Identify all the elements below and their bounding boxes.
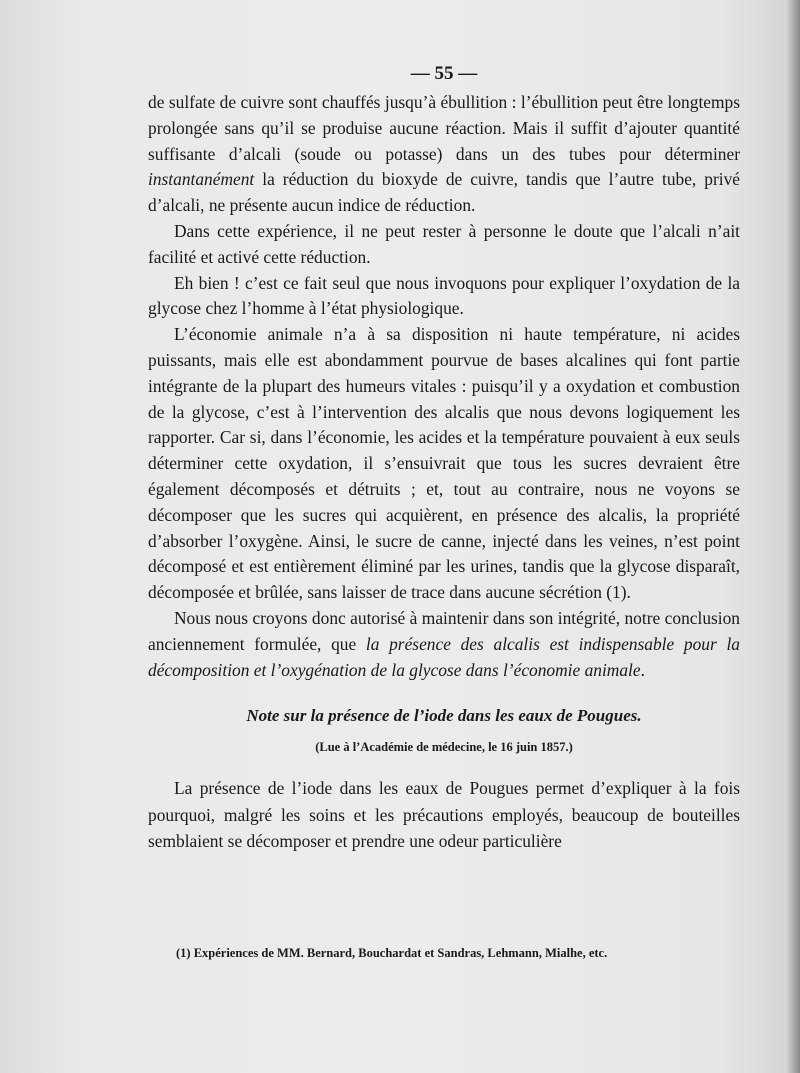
closing-paragraph: La présence de l’iode dans les eaux de Pougues permet d’expliquer à la fois pourquoi, malgré les soins et les précautions employés, beaucoup de bouteilles semblaient se décomposer et prendre une odeur particulière: [148, 778, 740, 852]
paragraph-4: L’économie animale n’a à sa disposition ni haute température, ni acides puissants, mais elle est abondamment pourvue de bases alcalines qui font partie intégrante de la plupart des humeurs vitales : puisqu’il y a oxydation et combustion de la glycose, c’est à l’intervention des alcalis que nous devons logiquement les rapporter. Car si, dans l’économie, les acides et la température pouvaient à eux seuls déterminer cette oxydation, il s’ensuivrait que tous les sucres devraient être également décomposés et détruits ; et, tout au contraire, nous ne voyons se décomposer que les sucres qui acquièrent, en présence des alcalis, la propriété d’absorber l’oxygène. Ainsi, le sucre de canne, injecté dans les veines, n’est point décomposé et est entièrement éliminé par les urines, tandis que la glycose disparaît, décomposée et brûlée, sans laisser de trace dans aucune sécrétion (1).: [148, 324, 740, 603]
paragraph-1-text-after: la réduction du bioxyde de cuivre, tandis que l’autre tube, privé d’alcali, ne présente aucun indice de réduction.: [148, 169, 740, 216]
section-title: Note sur la présence de l’iode dans les eaux de Pougues.: [246, 706, 642, 726]
section-subtitle: (Lue à l’Académie de médecine, le 16 juin 1857.): [315, 740, 573, 755]
paragraph-3: Eh bien ! c’est ce fait seul que nous invoquons pour expliquer l’oxydation de la glycose chez l’homme à l’état physiologique.: [148, 272, 740, 319]
paragraph-5-emphasis: la présence des alcalis est indispensable pour la décomposition et l’oxygénation de la glycose dans l’économie animale: [148, 633, 740, 680]
paragraph-5-text-after: .: [640, 659, 645, 680]
paragraph-5: [148, 606, 740, 683]
paragraph-1: [148, 90, 740, 219]
footnote: (1) Expériences de MM. Bernard, Bouchardat et Sandras, Lehmann, Mialhe, etc.: [176, 946, 608, 960]
paragraph-2: Dans cette expérience, il ne peut rester à personne le doute que l’alcali n’ait facilité et activé cette réduction.: [148, 220, 740, 267]
page-number: — 55 —: [410, 63, 478, 84]
paragraph-1-text-before: de sulfate de cuivre sont chauffés jusqu’à ébullition : l’ébullition peut être longtemps prolongée sans qu’il se produise aucune réaction. Mais il suffit d’ajouter quantité suffisante d’alcali (soude ou potasse) dans un des tubes pour déterminer: [148, 92, 740, 164]
paragraph-1-emphasis: instantanément: [148, 169, 255, 190]
paragraph-5-text-before: Nous nous croyons donc autorisé à maintenir dans son intégrité, notre conclusion anciennement formulée, que: [148, 607, 740, 654]
page-text-block: [148, 58, 740, 855]
